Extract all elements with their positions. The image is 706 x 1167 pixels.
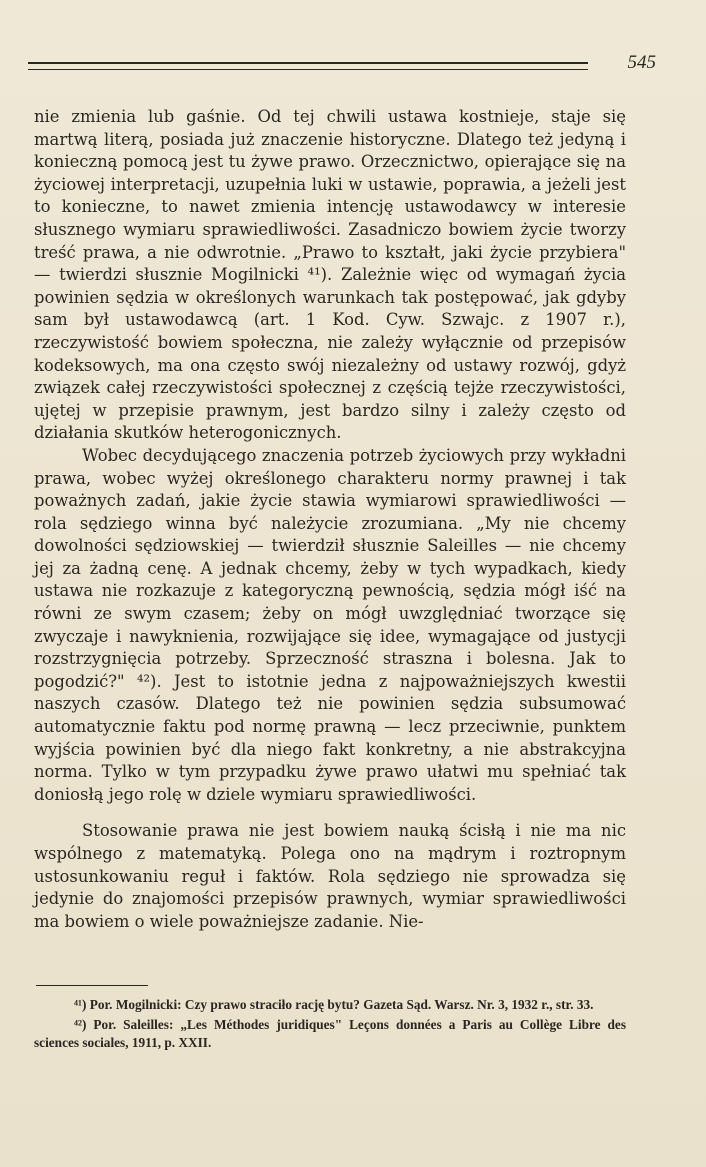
footnotes bbox=[34, 996, 626, 1054]
running-header bbox=[28, 50, 680, 80]
footnote-separator bbox=[36, 985, 148, 986]
header-rule-thin bbox=[28, 69, 588, 70]
page-number: 545 bbox=[627, 52, 656, 73]
footnote: ⁴¹) Por. Mogilnicki: Czy prawo straciło rację bytu? Gazeta Sąd. Warsz. Nr. 3, 1932 r., str. 33. bbox=[74, 997, 594, 1012]
footnote: ⁴²) Por. Saleilles: „Les Méthodes juridiques" Leçons données a Paris au Collège Libre des sciences sociales, 1911, p. XXII. bbox=[34, 1017, 626, 1050]
paragraph: Stosowanie prawa nie jest bowiem nauką ścisłą i nie ma nic wspólnego z matematyką. Polega ono na mądrym i roztropnym ustosunkowaniu reguł i faktów. Rola sędziego nie sprowadza się jedynie do znajomości przepisów prawnych, wymiar sprawiedliwości ma bowiem o wiele poważniejsze zadanie. Nie- bbox=[34, 821, 626, 931]
paragraph: Wobec decydującego znaczenia potrzeb życiowych przy wykładni prawa, wobec wyżej określonego charakteru normy prawnej i tak poważnych zadań, jakie życie stawia wymiarowi sprawiedliwości — rola sędziego winna być należycie zrozumiana. „My nie chcemy dowolności sędziowskiej — twierdził słusznie Saleilles — nie chcemy jej za żadną cenę. A jednak chcemy, żeby w tych wypadkach, kiedy ustawa nie rozkazuje z kategoryczną pewnością, sędzia mógł iść na równi ze swym czasem; żeby on mógł uwzględniać tworzące się zwyczaje i nawyknienia, rozwijające się idee, wymagające od justycji rozstrzygnięcia potrzeby. Sprzeczność straszna i bolesna. Jak to pogodzić?" ⁴²). Jest to istotnie jedna z najpoważniejszych kwestii naszych czasów. Dlatego też nie powinien sędzia subsumować automatycznie faktu pod normę prawną — lecz przeciwnie, punktem wyjścia powinien być dla niego fakt konkretny, a nie abstrakcyjna norma. Tylko w tym przypadku żywe prawo ułatwi mu spełniać tak doniosłą jego rolę w dziele wymiaru sprawiedliwości. bbox=[34, 445, 626, 804]
main-text bbox=[34, 106, 626, 933]
paragraph: nie zmienia lub gaśnie. Od tej chwili ustawa kostnieje, staje się martwą literą, posiada już znaczenie historyczne. Dlatego też jedyną i konieczną pomocą jest tu żywe prawo. Orzecznictwo, opierające się na życiowej interpretacji, uzupełnia luki w ustawie, poprawia, a jeżeli jest to konieczne, to nawet zmienia intencję ustawodawcy w interesie słusznego wymiaru sprawiedliwości. Zasadniczo bowiem życie tworzy treść prawa, a nie odwrotnie. „Prawo to kształt, jaki życie przybiera" — twierdzi słusznie Mogilnicki ⁴¹). Zależnie więc od wymagań życia powinien sędzia w określonych warunkach tak postępować, jak gdyby sam był ustawodawcą (art. 1 Kod. Cyw. Szwajc. z 1907 r.), rzeczywistość bowiem społeczna, nie zależy wyłącznie od przepisów kodeksowych, ma ona często swój niezależny od ustawy rozwój, gdyż związek całej rzeczywistości społecznej z częścią tejże rzeczywistości, ujętej w przepisie prawnym, jest bardzo silny i zależy często od działania skutków heterogonicznych. bbox=[34, 107, 626, 443]
header-rule-thick bbox=[28, 62, 588, 64]
